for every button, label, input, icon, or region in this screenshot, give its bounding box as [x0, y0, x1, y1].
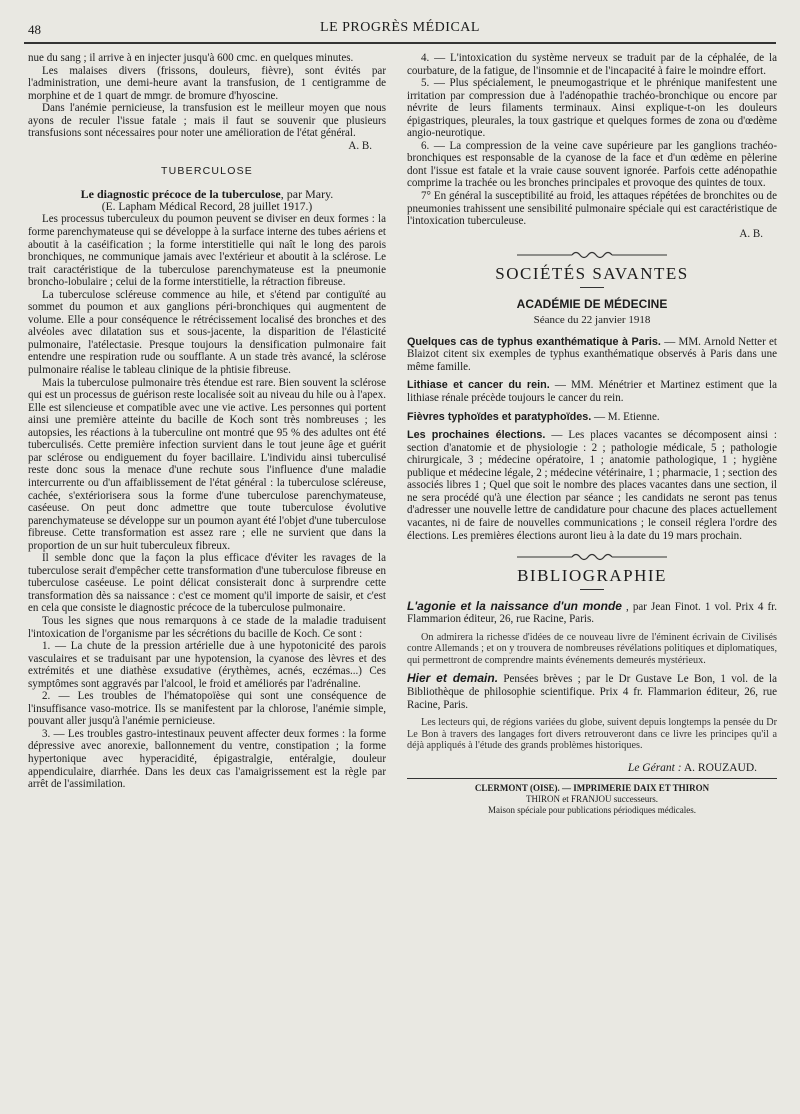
bibliographie-heading: BIBLIOGRAPHIE — [517, 566, 667, 586]
left-column — [28, 52, 386, 791]
paragraph: nue du sang ; il arrive à en injecter jusqu'à 600 cmc. en quelques minutes. — [28, 52, 354, 64]
paragraph: Les processus tuberculeux du poumon peuvent se diviser en deux formes : la forme parenchymateuse qui se développe à la surface interne des tubes aériens et aboutit à la caséification ; la forme interstitielle qui naît le long des parois bronchiques, ne communique jamais avec l'extérieur et aboutit à la sclérose. Le trait caractéristique de la tuberculose parenchymateuse est la pneumonie broncho-lobulaire ; celui de la forme interstitielle, la rétraction fibreuse. — [28, 213, 386, 289]
list-item: 1. — La chute de la pression artérielle due à une hypotonicité des parois vasculaires et se traduisant par une hypotension, la cyanose des lèvres et des extrémités et une diathèse exsudative (érythèmes, acnés, eczémas...) Ces symptômes sont aggravés par l'alcool, le froid et améliorés par l'adrénaline. — [28, 640, 386, 690]
printer-successors: THIRON et FRANJOU successeurs. — [526, 794, 658, 805]
heading-rule — [580, 589, 604, 590]
printer-line: CLERMONT (OISE). — IMPRIMERIE DAIX ET THIRON — [474, 783, 710, 794]
book-review: On admirera la richesse d'idées de ce nouveau livre de l'éminent écrivain de Civilisés contre Allemands ; et on y trouvera de nombreuses révélations politiques et diplomatiques, qui permettront de comprendre maints événements demeurés mystérieux. — [407, 631, 777, 666]
academie-heading: ACADÉMIE DE MÉDECINE — [516, 296, 668, 311]
author-signature: A. B. — [739, 227, 763, 240]
list-item: 3. — Les troubles gastro-intestinaux peuvent affecter deux formes : la forme dépressive avec anorexie, ballonnement du ventre, constipation ; la forme hypertonique avec hyperacidité, épigastralgie, entéralgie, douleur appendiculaire, diarrhée. Dans les deux cas l'amaigrissement est la règle par arrêt de l'assimilation. — [28, 727, 386, 791]
report-item: Les prochaines élections. — Les places vacantes se décomposent ainsi : section d'anatomie et de physiologie : 2 ; pathologie médicale, 5 ; pathologie chirurgicale, 3 ; médecine opératoire, 1 ; anatomie pathologique, 1 ; hygiène publique et médecine légale, 2 ; médecine vétérinaire, 1 ; pharmacie, 1 ; section des associés libres 1 ; Quel que soit le nombre des places vacantes dans une section, il ne sera procédé qu'à une élection par séance ; les candidats ne seront pas tenus d'adresser une nouvelle lettre de candidature pour chacune des places actuellement vacantes, ni de faire de nouvelles communications ; le conseil réglera l'ordre des élections. Les premières élections auront lieu à la date du 19 mars prochain. — [407, 429, 777, 542]
section-heading: TUBERCULOSE — [161, 165, 253, 178]
list-item: 6. — La compression de la veine cave supérieure par les ganglions trachéo-bronchiques est responsable de la cyanose de la face et d'un œdème en pèlerine dont l'issue est fatale et la vraie cause souvent ignorée. Parfois cette adénopathie comprime la trachée ou les bronches principales et provoque des quintes de toux. — [407, 139, 777, 190]
book-entry: Hier et demain. Pensées brèves ; par le Dr Gustave Le Bon, 1 vol. de la Bibliothèque de philosophie scientifique. Prix 4 fr. Flammarion éditeur, 26, rue Racine, Paris. — [407, 671, 778, 711]
author-signature: A. B. — [348, 139, 372, 152]
header-rule — [24, 42, 776, 44]
page-header — [0, 0, 800, 50]
list-item: 4. — L'intoxication du système nerveux se traduit par de la céphalée, de la courbature, de la fatigue, de l'insomnie et de l'incapacité à faire le moindre effort. — [407, 52, 777, 77]
seance-date: Séance du 22 janvier 1918 — [533, 314, 651, 327]
paragraph: Il semble donc que la façon la plus efficace d'éviter les ravages de la tuberculose serait d'empêcher cette transformation d'une tuberculose fibreuse en tuberculose caséeuse. Le point délicat consisterait donc à surprendre cette transformation dès sa naissance : c'est ce moment qu'il importe de saisir, et c'est en cela que consiste le diagnostic précoce de la tuberculose pulmonaire. — [28, 552, 386, 615]
report-item: Quelques cas de typhus exanthématique à Paris. — MM. Arnold Netter et Blaizot citent six exemples de typhus exanthématique observés à Paris dans une même famille. — [407, 335, 777, 373]
list-item: 2. — Les troubles de l'hématopoïèse qui sont une conséquence de l'insuffisance vaso-motrice. Ils se manifestent par la chlorose, l'anémie simple, pouvant aller jusqu'à l'anémie pernicieuse. — [28, 690, 386, 728]
paragraph: Mais la tuberculose pulmonaire très étendue est rare. Bien souvent la sclérose qui est un processus de guérison reste localisée soit au niveau du hile ou à l'apex. Elle est silencieuse et compatible avec une vie active. Les personnes qui portent ainsi une première atteinte du bacille de Koch sont très nombreuses ; les autopsies, les réactions à la tuberculine ont montré que 95 % des adultes ont été tuberculisés. Cette première infection survient dans le tout jeune âge et guérit par sclérose ou endiguement du foyer bacillaire. L'individu ainsi tuberculisé reste donc sous la menace d'une rechute sous l'influence d'une maladie intercurrente ou d'un affaiblissement de l'état général : la tuberculose scléreuse, cachée, s'extériorisera sous la forme d'une tuberculose parenchymateuse, caséeuse. On peut donc admettre que toute tuberculose évolutive parenchymateuse se développe sur un poumon ayant été l'objet d'une tuberculose fibreuse. Cette transformation est assez rare ; elle ne survient que dans la proportion de un sur huit tuberculeux fibreux. — [28, 376, 386, 552]
journal-title: LE PROGRÈS MÉDICAL — [320, 20, 480, 35]
footer-rule — [407, 778, 777, 779]
societes-heading: SOCIÉTÉS SAVANTES — [495, 264, 689, 284]
wavy-divider-ornament — [517, 250, 667, 260]
paragraph: Les malaises divers (frissons, douleurs, fièvre), sont évités par l'administration, une demi-heure avant la transfusion, de 1 centigramme de morphine et de 1 quart de mmgr. de bromure d'hyoscine. — [28, 64, 386, 102]
gerant-line: Le Gérant : A. ROUZAUD. — [627, 761, 757, 774]
book-review: Les lecteurs qui, de régions variées du globe, suivent depuis longtemps la pensée du Dr Le Bon à travers des langages fort divers retrouveront dans ce livre les principes qu'il a déjà appliqués à l'étude des grands problèmes historiques. — [407, 717, 777, 752]
paragraph: Tous les signes que nous remarquons à ce stade de la maladie traduisent l'intoxication de l'organisme par les sécrétions du bacille de Koch. Ce sont : — [28, 614, 386, 640]
report-item: Fièvres typhoïdes et paratyphoïdes. — M. Etienne. — [407, 410, 660, 423]
list-item: 5. — Plus spécialement, le pneumogastrique et le phrénique manifestent une irritation par compression due à l'adénopathie trachéo-bronchique ou encore par névrite de leurs filaments terminaux. Ainsi explique-t-on les douleurs épigastriques, pleurales, la toux gastrique et quelques formes de zona ou d'œdème angio-neurotique. — [407, 77, 777, 140]
article-title: Le diagnostic précoce de la tuberculose, par Mary. — [80, 186, 334, 201]
wavy-divider-ornament — [517, 552, 667, 562]
paragraph: La tuberculose scléreuse commence au hile, et s'étend par contiguïté au sommet du poumon et aux ganglions péri-bronchiques qui augmentent de volume. Elle a pour conséquence le rétrécissement localisé des bronches et des alvéoles avec dilatation sus et sous-jacente, la disparition de l'élasticité pulmonaire, l'atélectasie. Presque toujours la densification pulmonaire fait entendre une respiration rude ou soufflante. A un stade très avancé, la sclérose pulmonaire réalise le tableau clinique de la phtisie fibreuse. — [28, 288, 386, 377]
page-number: 48 — [28, 22, 41, 37]
paragraph: Dans l'anémie pernicieuse, la transfusion est le meilleur moyen que nous ayons de reculer l'issue fatale ; mais il faut se souvenir que plusieurs transfusions sont nécessaires pour noter une amélioration de l'état général. — [28, 102, 386, 140]
report-item: Lithiase et cancer du rein. — MM. Ménétrier et Martinez estiment que la lithiase rénale précède toujours le cancer du rein. — [407, 379, 777, 405]
book-entry: L'agonie et la naissance d'un monde , par Jean Finot. 1 vol. Prix 4 fr. Flammarion éditeur, 26, rue Racine, Paris. — [407, 598, 778, 626]
printer-specialty: Maison spéciale pour publications périodiques médicales. — [488, 805, 696, 816]
right-column — [407, 52, 777, 816]
article-source: (E. Lapham Médical Record, 28 juillet 1917.) — [101, 200, 313, 213]
paragraph: 7° En général la susceptibilité au froid, les attaques répétées de bronchites ou de pneumonies trahissent une sensibilité pulmonaire spéciale qui est caractéristique de l'intoxication tuberculeuse. — [407, 190, 777, 228]
heading-rule — [580, 287, 604, 288]
